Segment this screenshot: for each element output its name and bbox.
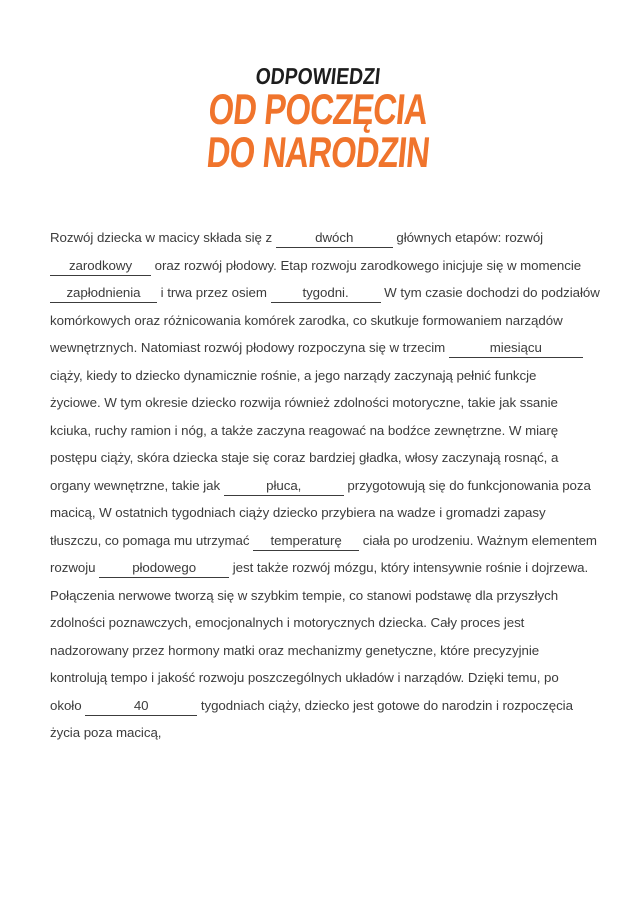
text-segment: tygodniach ciąży, dziecko jest gotowe do narodzin i rozpoczęcia — [197, 697, 573, 713]
text-line — [50, 472, 595, 500]
text-line — [50, 389, 595, 417]
text-segment: Połączenia nerwowe tworzą się w szybkim tempie, co stanowi podstawę dla przyszłych — [50, 587, 559, 603]
text-segment: życia poza macicą, — [50, 725, 162, 740]
text-line — [50, 527, 595, 555]
answer-blank: zarodkowy — [50, 257, 151, 276]
text-segment: około — [50, 697, 86, 713]
worksheet-title — [0, 86, 636, 177]
text-segment: zdolności poznawczych, emocjonalnych i motorycznych dziecka. Cały proces jest — [50, 615, 525, 630]
answer-blank: 40 — [85, 697, 197, 716]
text-segment: rozwoju — [50, 560, 100, 575]
text-segment: życiowe. W tym okresie dziecko rozwija również zdolności motoryczne, takie jak ssanie — [50, 395, 558, 410]
text-segment: przygotowują się do funkcjonowania poza — [343, 477, 591, 493]
text-segment: organy wewnętrzne, takie jak — [50, 477, 224, 493]
text-line — [50, 692, 595, 720]
text-segment: oraz rozwój płodowy. Etap rozwoju zarodkowego inicjuje się w momencie — [151, 257, 582, 273]
text-segment: kontrolują tempo i jakość rozwoju poszczególnych układów i narządów. Dzięki temu, po — [50, 670, 559, 685]
text-segment: komórkowych oraz różnicowania komórek zarodka, co skutkuje formowaniem narządów — [50, 312, 563, 328]
text-segment: i trwa przez osiem — [157, 285, 271, 300]
text-segment: Rozwój dziecka w macicy składa się z — [50, 230, 276, 245]
answer-blank: temperaturę — [253, 532, 359, 551]
worksheet-header — [0, 64, 636, 175]
text-line — [50, 334, 595, 362]
answers-subtitle: ODPOWIEDZI — [254, 63, 382, 89]
text-segment: ciąży, kiedy to dziecko dynamicznie rośnie, a jego narządy zaczynają pełnić funkcje — [50, 367, 537, 383]
text-line — [50, 307, 595, 335]
answer-blank: dwóch — [276, 229, 393, 248]
answer-blank: płuca, — [224, 477, 344, 496]
text-segment: kciuka, ruchy ramion i nóg, a także zaczyna reagować na bodźce zewnętrzne. W miarę — [50, 422, 559, 438]
text-segment: głównych etapów: rozwój — [392, 230, 544, 245]
text-segment: tłuszczu, co pomaga mu utrzymać — [50, 532, 254, 548]
text-line — [50, 252, 595, 280]
text-segment: macicą, W ostatnich tygodniach ciąży dziecko przybiera na wadze i gromadzi zapasy — [50, 505, 546, 520]
title-line-2: DO NARODZIN — [204, 129, 432, 177]
text-line — [50, 664, 595, 692]
text-line — [50, 499, 595, 527]
answer-blank: miesiącu — [449, 339, 583, 358]
answer-blank: płodowego — [99, 559, 229, 578]
text-line — [50, 224, 595, 252]
text-segment: postępu ciąży, skóra dziecka staje się coraz bardziej gładka, włosy zaczynają rosnąć, a — [50, 450, 559, 465]
text-line — [50, 609, 595, 637]
text-line — [50, 554, 595, 582]
text-line — [50, 637, 595, 665]
text-segment: ciała po urodzeniu. Ważnym elementem — [359, 532, 597, 548]
text-line — [50, 582, 595, 610]
answer-blank: tygodni. — [271, 284, 381, 303]
text-segment: jest także rozwój mózgu, który intensywnie rośnie i dojrzewa. — [229, 560, 589, 575]
document-lines — [50, 224, 600, 747]
text-segment: W tym czasie dochodzi do podziałów — [380, 285, 600, 300]
text-line — [50, 444, 595, 472]
answer-blank: zapłodnienia — [50, 284, 157, 303]
text-line — [50, 279, 600, 307]
text-segment: nadzorowany przez hormony matki oraz mechanizmy genetyczne, które precyzyjnie — [50, 642, 540, 658]
text-segment: wewnętrznych. Natomiast rozwój płodowy rozpoczyna się w trzecim — [50, 340, 449, 355]
text-line — [50, 417, 595, 445]
text-line — [50, 719, 595, 747]
text-line — [50, 362, 595, 390]
title-line-1: OD POCZĘCIA — [206, 86, 430, 134]
